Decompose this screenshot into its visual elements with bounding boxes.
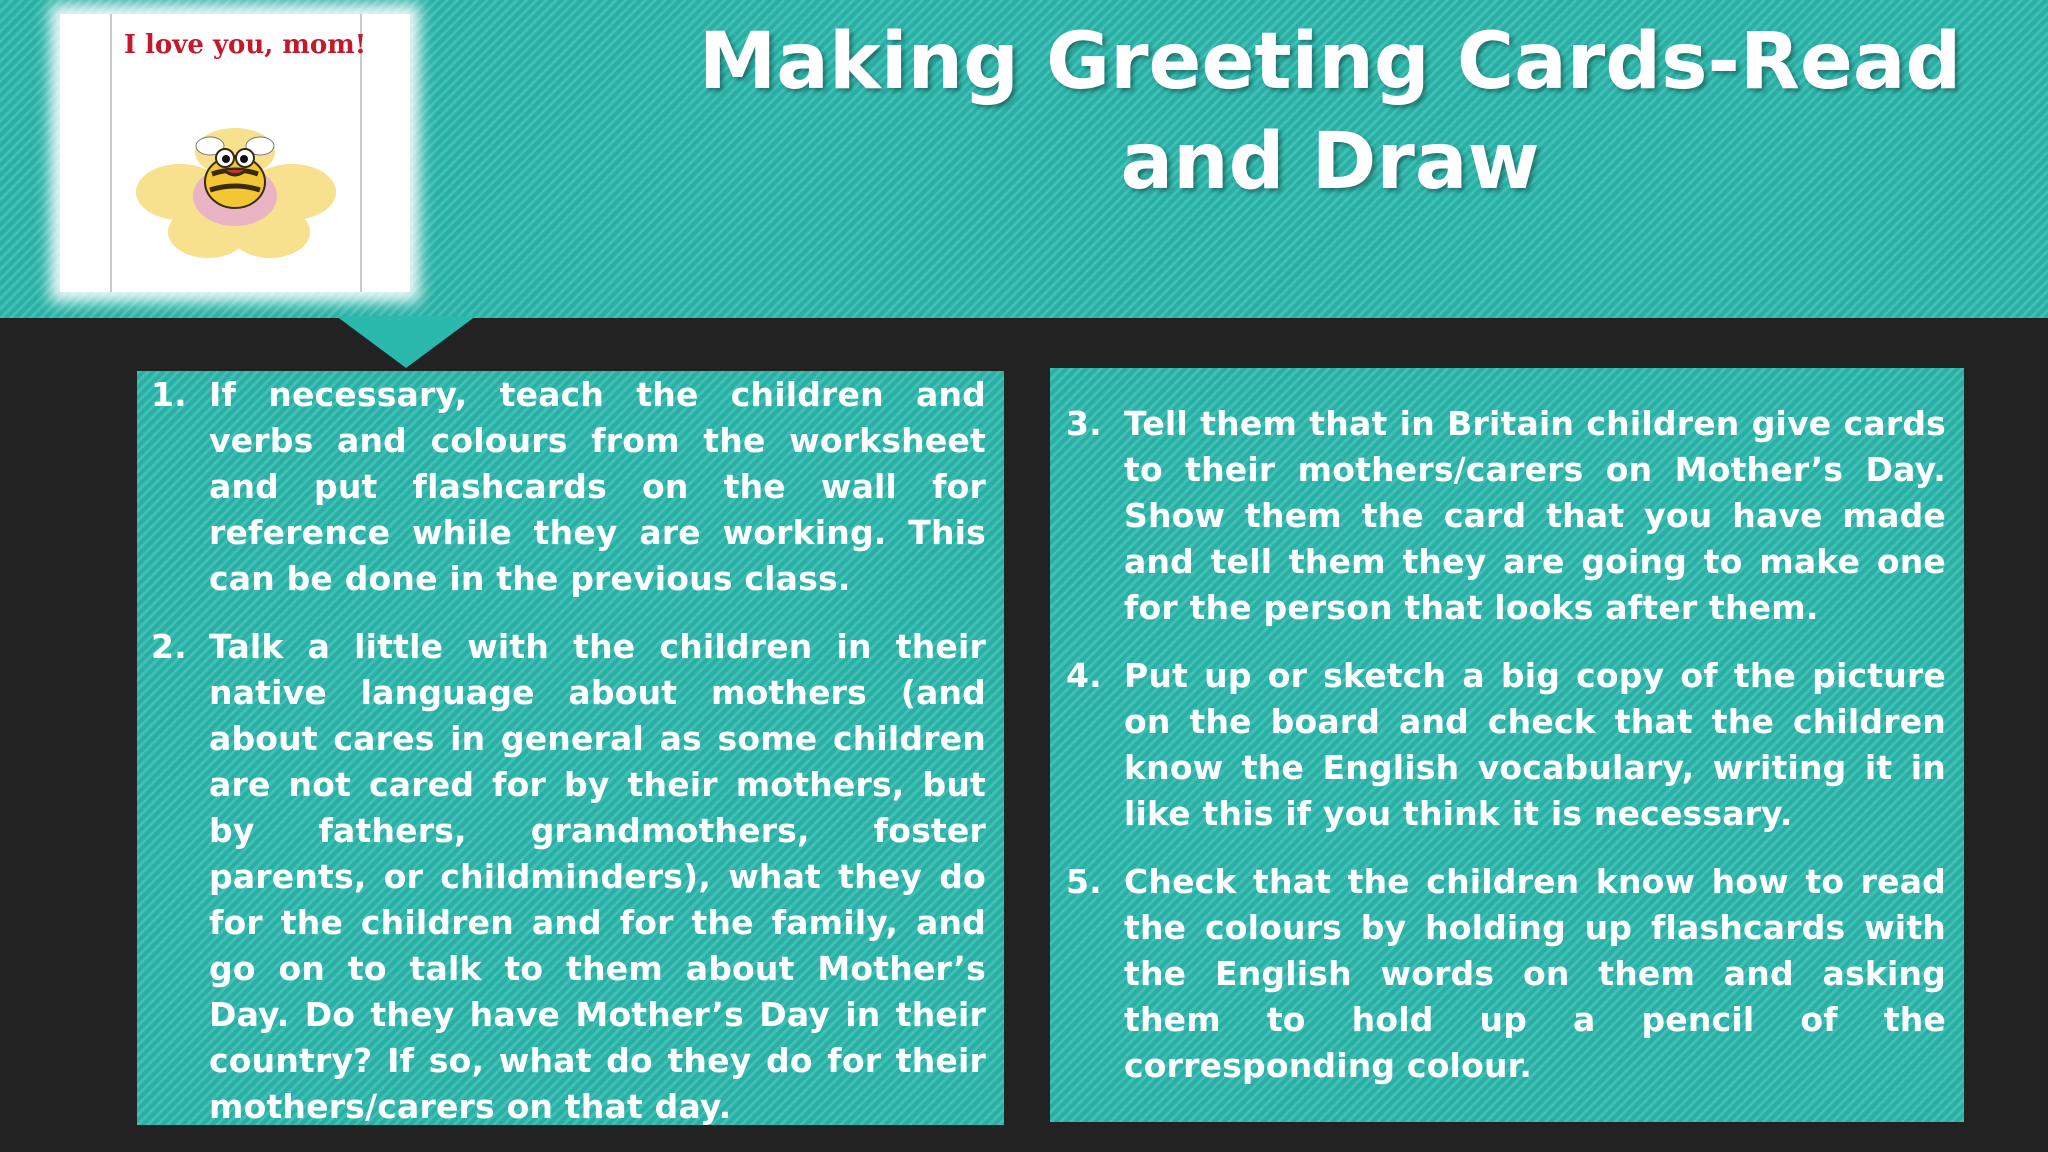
slide-title: Making Greeting Cards-Read and Draw [698,17,1962,207]
list-item [1066,401,1946,631]
step-number: 3. [1066,404,1102,443]
steps-list-right [1066,368,1946,1089]
step-text: Put up or sketch a big copy of the picture on the board and check that the children know the English vocabulary, writing it in like this if you think it is necessary. [1124,656,1946,833]
greeting-card-image [60,14,410,292]
list-item [1066,653,1946,837]
step-text: Check that the children know how to read the colours by holding up flashcards with the English words on them and asking them to hold up a pencil of the corresponding colour. [1124,862,1946,1085]
step-text: Tell them that in Britain children give cards to their mothers/carers on Mother’s Day. Show them the card that you have made and tell them they are going to make one for the person that looks after them. [1124,404,1946,627]
steps-list-left [151,371,986,1130]
step-number: 5. [1066,862,1102,901]
step-number: 4. [1066,656,1102,695]
instructions-panel-right [1050,368,1964,1122]
list-item [151,372,986,602]
bee-on-flower-icon [120,104,350,264]
card-fold-line [110,14,112,292]
step-text: If necessary, teach the children and verbs and colours from the worksheet and put flashcards on the wall for reference while they are working. This can be done in the previous class. [209,375,986,598]
card-caption: I love you, mom! [123,30,367,60]
step-number: 1. [151,375,187,414]
instructions-panel-left [137,371,1004,1125]
step-text: Talk a little with the children in their native language about mothers (and about cares in general as some children are not cared for by their mothers, but by fathers, grandmothers, foster parents, or childminders), what they do for the children and for the family, and go on to talk to them about Mother’s Day. Do they have Mother’s Day in their country? If so, what do they do for their mothers/carers on that day. [209,627,986,1126]
list-item [1066,859,1946,1089]
header-pointer [336,316,476,368]
list-item [151,624,986,1130]
step-number: 2. [151,627,187,666]
